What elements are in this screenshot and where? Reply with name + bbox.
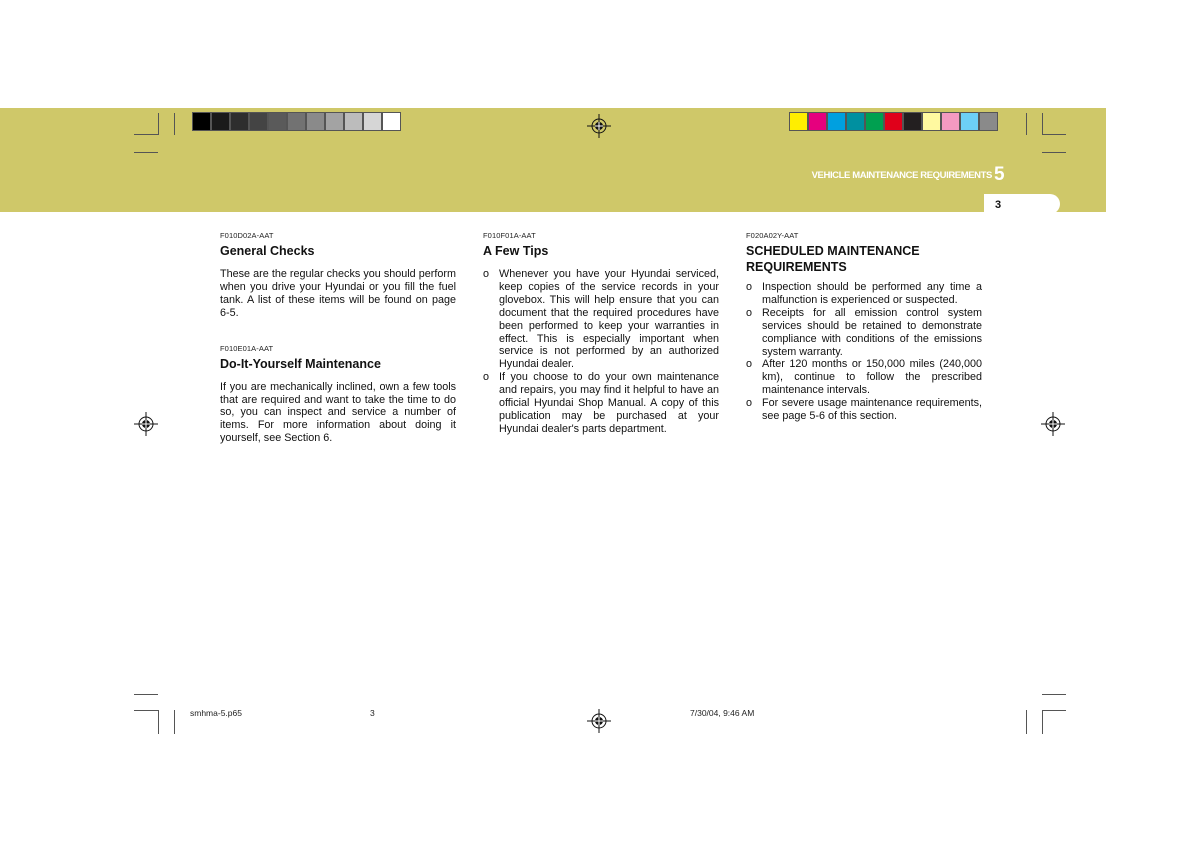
- color-swatch: [941, 112, 960, 131]
- section-code: F020A02Y-AAT: [746, 231, 799, 240]
- list-item: o If you choose to do your own maintenance and repairs, you may find it helpful to have an official Hyundai Shop Manual. A copy of this publication may be purchased at your Hyundai dealer's parts department.: [483, 371, 719, 435]
- crop-mark: [174, 113, 175, 135]
- requirements-list: [746, 281, 982, 423]
- list-item: o Receipts for all emission control system services should be retained to demonstrate compliance with conditions of the emissions system warranty.: [746, 306, 982, 358]
- color-registration-bar: [789, 112, 998, 132]
- color-swatch: [903, 112, 922, 131]
- heading-general-checks: General Checks: [220, 244, 315, 258]
- crop-mark: [134, 710, 158, 711]
- crop-mark: [134, 134, 158, 135]
- registration-target-icon: [587, 709, 611, 733]
- footer-timestamp: 7/30/04, 9:46 AM: [690, 708, 755, 718]
- column-left: [220, 231, 456, 445]
- crop-mark: [1026, 113, 1027, 135]
- grayscale-registration-bar: [192, 112, 401, 132]
- color-swatch: [287, 112, 306, 131]
- section-code: F010E01A-AAT: [220, 343, 274, 353]
- tips-list: [483, 268, 719, 436]
- crop-mark: [158, 113, 159, 135]
- footer-page: 3: [370, 708, 375, 718]
- crop-mark: [1042, 710, 1066, 711]
- color-swatch: [789, 112, 808, 131]
- color-swatch: [363, 112, 382, 131]
- color-swatch: [827, 112, 846, 131]
- crop-mark: [134, 152, 158, 153]
- color-swatch: [306, 112, 325, 131]
- crop-mark: [134, 694, 158, 695]
- color-swatch: [325, 112, 344, 131]
- color-swatch: [344, 112, 363, 131]
- color-swatch: [211, 112, 230, 131]
- crop-mark: [1026, 710, 1027, 734]
- color-swatch: [382, 112, 401, 131]
- column-right: [746, 231, 982, 423]
- color-swatch: [979, 112, 998, 131]
- footer-filename: smhma-5.p65: [190, 708, 242, 718]
- color-swatch: [230, 112, 249, 131]
- color-swatch: [960, 112, 979, 131]
- heading-a-few-tips: A Few Tips: [483, 244, 549, 258]
- column-middle: [483, 231, 719, 436]
- registration-target-icon: [134, 412, 158, 436]
- crop-mark: [1042, 152, 1066, 153]
- paragraph-general-checks: These are the regular checks you should perform when you drive your Hyundai or you fill the fuel tank. A list of these items will be found on page 6-5.: [220, 268, 456, 319]
- list-item: o After 120 months or 150,000 miles (240,000 km), continue to follow the prescribed maintenance intervals.: [746, 358, 982, 397]
- color-swatch: [922, 112, 941, 131]
- heading-diy-maintenance: Do-It-Yourself Maintenance: [220, 356, 381, 371]
- color-swatch: [846, 112, 865, 131]
- section-title: VEHICLE MAINTENANCE REQUIREMENTS: [811, 170, 992, 181]
- section-code: F010D02A-AAT: [220, 231, 274, 240]
- crop-mark: [174, 710, 175, 734]
- color-swatch: [249, 112, 268, 131]
- list-item: o For severe usage maintenance requirements, see page 5-6 of this section.: [746, 397, 982, 423]
- paragraph-diy-maintenance: If you are mechanically inclined, own a few tools that are required and want to take the time to do so, you can inspect and service a number of items. For more information about doing it yourself, see Section 6.: [220, 380, 456, 445]
- list-item: o Inspection should be performed any time a malfunction is experienced or suspected.: [746, 281, 982, 306]
- crop-mark: [1042, 113, 1043, 135]
- list-item: o Whenever you have your Hyundai serviced, keep copies of the service records in your glovebox. This will help ensure that you can document that the required procedures have been performed to keep your warranties in effect. This is especially important when service is not performed by an authorized Hyundai dealer.: [483, 268, 719, 371]
- crop-mark: [1042, 134, 1066, 135]
- color-swatch: [884, 112, 903, 131]
- color-swatch: [268, 112, 287, 131]
- page-number: 3: [995, 199, 1002, 211]
- crop-mark: [158, 710, 159, 734]
- section-code: F010F01A-AAT: [483, 231, 536, 240]
- crop-mark: [1042, 710, 1043, 734]
- section-number: 5: [994, 164, 1005, 185]
- color-swatch: [865, 112, 884, 131]
- registration-target-icon: [1041, 412, 1065, 436]
- heading-scheduled-maintenance: SCHEDULED MAINTENANCE REQUIREMENTS: [746, 244, 920, 274]
- registration-target-icon: [587, 114, 611, 138]
- color-swatch: [808, 112, 827, 131]
- crop-mark: [1042, 694, 1066, 695]
- color-swatch: [192, 112, 211, 131]
